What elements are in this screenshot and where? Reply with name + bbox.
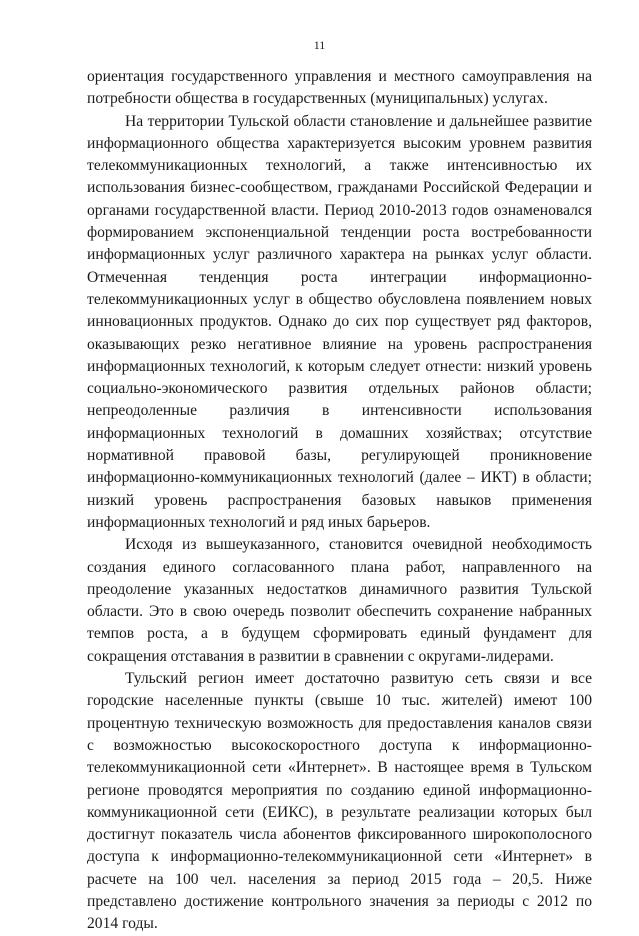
page-number: 11: [313, 38, 326, 52]
paragraph-continued: ориентация государственного управления и местного самоуправления на потребности общества в государственных (муниципальных) услугах.: [87, 68, 592, 108]
paragraph-unified-plan: Исходя из вышеуказанного, становится очевидной необходимость создания единого согласованного плана работ, направленного на преодоление указанных недостатков динамичного развития Тульской области. Это в свою очередь позволит обеспечить сохранение набранных темпов роста, а в будущем сформировать единый фундамент для сокращения отставания в развитии в сравнении с округами-лидерами.: [87, 536, 592, 665]
paragraph-information-society: На территории Тульской области становление и дальнейшее развитие информационного общества характеризуется высоким уровнем развития телекоммуникационных технологий, а также интенсивностью их использования бизнес-сообществом, гражданами Российской Федерации и органами государственной власти. Период 2010-2013 годов ознаменовался формированием экспоненциальной тенденции роста востребованности информационных услуг различного характера на рынках услуг области. Отмеченная тенденция роста интеграции информационно-телекоммуникационных услуг в общество обусловлена появлением новых инновационных продуктов. Однако до сих пор существует ряд факторов, оказывающих резко негативное влияние на уровень распространения информационных технологий, к которым следует отнести: низкий уровень социально-экономического развития отдельных районов области; непреодоленные различия в интенсивности использования информационных технологий в домашних хозяйствах; отсутствие нормативной правовой базы, регулирующей проникновение информационно-коммуникационных технологий (далее – ИКТ) в области; низкий уровень распространения базовых навыков применения информационных технологий и ряд иных барьеров.: [87, 112, 592, 531]
document-body: [87, 66, 592, 936]
paragraph-communication-network: Тульский регион имеет достаточно развитую сеть связи и все городские населенные пункты (свыше 10 тыс. жителей) имеют 100 процентную техническую возможность для предоставления каналов связи с возможностью высокоскоростного доступа к информационно-телекоммуникационной сети «Интернет». В настоящее время в Тульском регионе проводятся мероприятия по созданию единой информационно-коммуникационной сети (ЕИКС), в результате реализации которых был достигнут показатель числа абонентов фиксированного широкополосного доступа к информационно-телекоммуникационной сети «Интернет» в расчете на 100 чел. населения за период 2015 года – 20,5. Ниже представлено достижение контрольного значения за периоды с 2012 по 2014 годы.: [87, 670, 592, 933]
